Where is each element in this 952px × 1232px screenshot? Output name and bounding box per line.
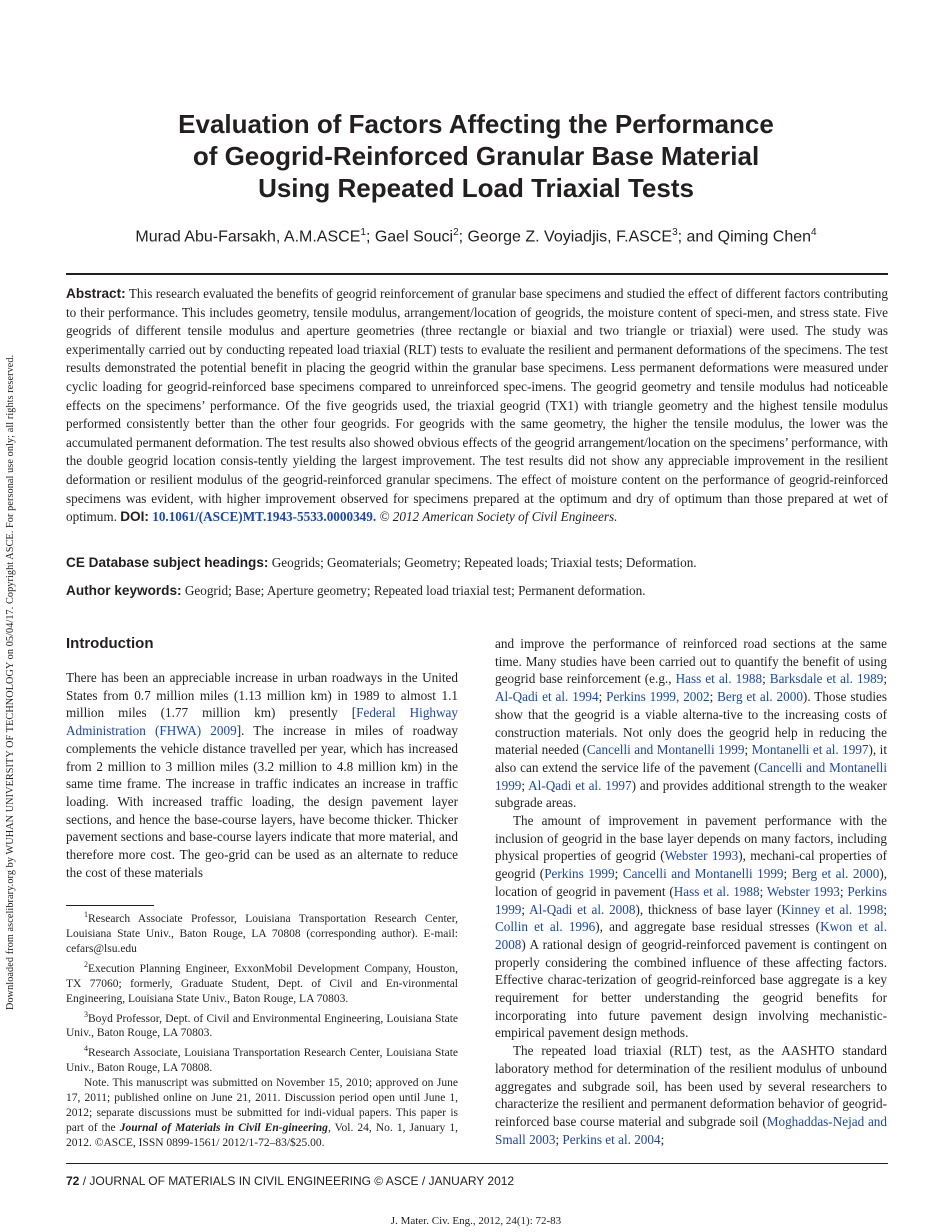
author-1: Murad Abu-Farsakh, A.M.ASCE	[135, 228, 361, 246]
footer-rule	[66, 1163, 888, 1164]
journal-citation: J. Mater. Civ. Eng., 2012, 24(1): 72-83	[390, 1215, 562, 1227]
citation-link[interactable]: Cancelli and Montanelli 1999	[622, 866, 784, 882]
note-text: Note. This manuscript was submitted on November 15, 2010; approved on June 17, 2011; published online on June 21, 2011. Discussion period open until June 1, 2012; separate discussions must be submitted for indi-vidual papers. This paper is part of the	[66, 1077, 458, 1135]
download-notice: Downloaded from ascelibrary.org by WUHAN UNIVERSITY OF TECHNOLOGY on 05/04/17. Copyright ASCE. For personal use only; all rights reserved.	[5, 354, 16, 1010]
footnotes	[66, 907, 458, 1151]
copyright-notice: © 2012 American Society of Civil Engineers.	[379, 509, 618, 525]
footnote-text: Research Associate, Louisiana Transportation Research Center, Louisiana State Univ., Baton Rouge, LA 70808.	[66, 1047, 458, 1075]
citation-link[interactable]: Barksdale et al. 1989	[769, 671, 884, 687]
citation-link[interactable]: Webster 1993	[664, 848, 739, 864]
citation-link[interactable]: Kwon et al. 2008	[495, 919, 887, 952]
right-paragraph-1: and improve the performance of reinforced road sections at the same time. Many studies have been carried out to quantify the benefit of using geogrid base reinforcement (e.g., Hass et al. 1988; Barksdale et al. 1989; Al-Qadi et al. 1994; Perkins 1999, 2002; Berg et al. 2000). Those studies show that the geogrid is a viable alterna-tive to the increasing costs of construction materials. Not only does the geogrid help in reducing the material needed (Cancelli and Montanelli 1999; Montanelli et al. 1997), it also can extend the service life of the pavement (Cancelli and Montanelli 1999; Al-Qadi et al. 1997) and provides additional strength to the weaker subgrade areas.	[495, 636, 888, 811]
submission-note	[66, 1076, 458, 1151]
abstract	[66, 285, 888, 527]
citation-link[interactable]: Perkins 1999	[544, 866, 615, 882]
citation-link[interactable]: Perkins 1999	[495, 883, 887, 917]
right-paragraph-3: The repeated load triaxial (RLT) test, as the AASHTO standard laboratory method for determination of the resilient modulus of unbound aggregates and subgrade soil, has been used by several researchers to characterize the resilient and permanent deformation behavior of geogrid-reinforced base course material and subgrade soil (Moghaddas-Nejad and Small 2003; Perkins et al. 2004;	[495, 1043, 887, 1147]
article-title	[66, 108, 886, 204]
right-paragraph-2: The amount of improvement in pavement performance with the inclusion of geogrid in the base layer depends on many factors, including physical properties of geogrid (Webster 1993), mechani-cal properties of geogrid (Perkins 1999; Cancelli and Montanelli 1999; Berg et al. 2000), location of geogrid in pavement (Hass et al. 1988; Webster 1993; Perkins 1999; Al-Qadi et al. 2008), thickness of base layer (Kinney et al. 1998; Collin et al. 1996), and aggregate base residual stresses (Kwon et al. 2008) A rational design of geogrid-reinforced pavement is contingent on properly considering the combined influence of these affecting factors. Effective charac-terization of geogrid-reinforced base aggregate is a key requirement for better understanding the geogrid benefits for incorporating into future pavement design involving mechanistic-empirical pavement design methods.	[495, 813, 888, 1041]
citation-link[interactable]: Hass et al. 1988	[675, 671, 763, 687]
abstract-top-rule	[66, 273, 888, 275]
author-2: ; Gael Souci	[365, 228, 454, 246]
citation-link[interactable]: Perkins et al. 2004	[562, 1131, 661, 1147]
citation-link[interactable]: Berg et al. 2000	[791, 866, 880, 882]
introduction-paragraph	[66, 669, 458, 881]
ce-headings-label: CE Database subject headings:	[66, 555, 269, 570]
doi-label: DOI:	[120, 509, 149, 525]
author-3-affiliation: 3	[672, 227, 678, 238]
intro-text: ]. The increase in miles of roadway complements the vehicle distance travelled per year, which has increased from 2 million to 3 million miles (3.2 million to 4.8 million km) in the same time frame. The increase in traffic indicates an increase in traffic loading. With increased traffic loading, the design pavement layer sections, and hence the base-course layers, have become thicker. Thicker pavement sections and base-course layers indicate that more material, and therefore more cost. The geo-grid can be used as an alternate to reduce the cost of these materials	[66, 723, 458, 880]
footnote-1	[66, 907, 458, 957]
citation-link[interactable]: Kinney et al. 1998	[781, 901, 884, 917]
footnote-marker: 2	[84, 959, 88, 969]
page-number: 72	[66, 1174, 80, 1188]
citation-link[interactable]: Perkins 1999, 2002	[606, 689, 710, 705]
citation-link[interactable]: Federal Highway Administration (FHWA) 2009	[66, 705, 458, 739]
title-line-1: Evaluation of Factors Affecting the Performance	[178, 109, 774, 139]
author-4: ; and Qiming Chen	[677, 228, 812, 246]
author-2-affiliation: 2	[453, 227, 459, 238]
author-4-affiliation: 4	[811, 227, 817, 238]
title-line-3: Using Repeated Load Triaxial Tests	[258, 173, 694, 203]
citation-link[interactable]: Moghaddas-Nejad and Small 2003	[495, 1113, 887, 1147]
footnote-marker: 1	[84, 910, 88, 919]
citation-link[interactable]: Hass et al. 1988	[673, 883, 760, 899]
author-keywords-label: Author keywords:	[66, 583, 182, 598]
page-footer	[66, 1173, 514, 1189]
doi-link[interactable]: 10.1061/(ASCE)MT.1943-5533.0000349.	[152, 509, 377, 525]
intro-text: There has been an appreciable increase in urban roadways in the United States from 0.7 million miles (1.13 million km) in 1989 to almost 1.1 million miles (1.77 million km) presently [	[66, 670, 458, 721]
journal-name: Journal of Materials in Civil En-gineering	[119, 1122, 328, 1135]
ce-subject-headings	[66, 554, 888, 572]
citation-link[interactable]: Webster 1993	[766, 883, 840, 899]
note-text: , Vol. 24, No. 1, January 1, 2012. ©ASCE, ISSN 0899-1561/ 2012/1-72–83/$25.00.	[66, 1122, 458, 1150]
footnote-marker: 3	[84, 1009, 88, 1019]
citation-link[interactable]: Cancelli and Montanelli 1999	[586, 742, 745, 758]
footnote-rule	[66, 905, 154, 906]
citation-link[interactable]: Montanelli et al. 1997	[751, 742, 869, 758]
citation-link[interactable]: Al-Qadi et al. 1994	[495, 689, 599, 705]
abstract-text: This research evaluated the benefits of geogrid reinforcement of granular base specimens and studied the effect of different factors contributing to their performance. This includes geometry, tensile modulus, arrangement/location of geogrids, the moisture content of speci-men, and stress state. Five geogrids of different tensile modulus and aperture geometries (three rectangle or biaxial and two triangle or triaxial) were used. The study was experimentally carried out by conducting repeated load triaxial (RLT) tests to evaluate the resilient and permanent deformations of the specimens. The test results demonstrated the potential benefit in placing the geogrid within the granular base specimens. Less permanent deformations were measured under cyclic loading for geogrid-reinforced base specimens compared to unreinforced spec-imens. The geogrid geometry and tensile modulus had noticeable effects on the specimens’ performance. Of the five geogrids used, the triaxial geogrid (TX1) with triangle geometry and the highest tensile modulus performed consistently better than the other four geogrids. For geogrids with the same geometry, the higher the tensile modulus, the lower was the accumulated permanent deformation. The test results also showed obvious effects of the geogrid arrangement/location on the specimens’ performance, with the double geogrid location consis-tently yielding the largest improvement. The test results did not show any appreciable improvement in the resilient deformation or resilient modulus of the geogrid-reinforced granular specimens. The effect of moisture content on the performance of geogrid-reinforced specimens was evident, with higher improvement observed for specimens prepared at the optimum and dry of optimum than those prepared at wet of optimum.	[66, 286, 888, 525]
author-1-affiliation: 1	[360, 227, 366, 238]
right-column	[495, 635, 887, 1148]
citation-link[interactable]: Al-Qadi et al. 1997	[528, 777, 632, 793]
citation-link[interactable]: Cancelli and Montanelli 1999	[495, 759, 887, 793]
footnote-text: Execution Planning Engineer, ExxonMobil Development Company, Houston, TX 77060; formerly, Graduate Student, Dept. of Civil and En-vironmental Engineering, Louisiana State Univ., Baton Rouge, LA 70803.	[66, 962, 458, 1005]
footnote-text: Research Associate Professor, Louisiana Transportation Research Center, Louisiana State Univ., Baton Rouge, LA 70808 (corresponding author). E-mail: cefars@lsu.edu	[66, 912, 458, 955]
footnote-4	[66, 1041, 458, 1076]
citation-link[interactable]: Collin et al. 1996	[495, 919, 596, 935]
running-head: / JOURNAL OF MATERIALS IN CIVIL ENGINEERING © ASCE / JANUARY 2012	[79, 1174, 515, 1188]
footnote-3	[66, 1007, 458, 1042]
abstract-label: Abstract:	[66, 286, 126, 301]
title-line-2: of Geogrid-Reinforced Granular Base Material	[192, 141, 760, 171]
footnote-text: Boyd Professor, Dept. of Civil and Environmental Engineering, Louisiana State Univ., Baton Rouge, LA 70803.	[66, 1012, 458, 1040]
ce-headings-text: Geogrids; Geomaterials; Geometry; Repeated loads; Triaxial tests; Deformation.	[271, 555, 697, 570]
author-3: ; George Z. Voyiadjis, F.ASCE	[458, 228, 673, 246]
citation-link[interactable]: Berg et al. 2000	[717, 689, 803, 705]
citation-link[interactable]: Al-Qadi et al. 2008	[529, 901, 636, 917]
author-list	[66, 222, 886, 248]
author-keywords	[66, 582, 888, 600]
footnote-marker: 4	[84, 1044, 88, 1054]
footnote-2	[66, 957, 458, 1007]
author-keywords-text: Geogrid; Base; Aperture geometry; Repeated load triaxial test; Permanent deformation.	[184, 583, 646, 598]
introduction-heading: Introduction	[66, 635, 154, 652]
